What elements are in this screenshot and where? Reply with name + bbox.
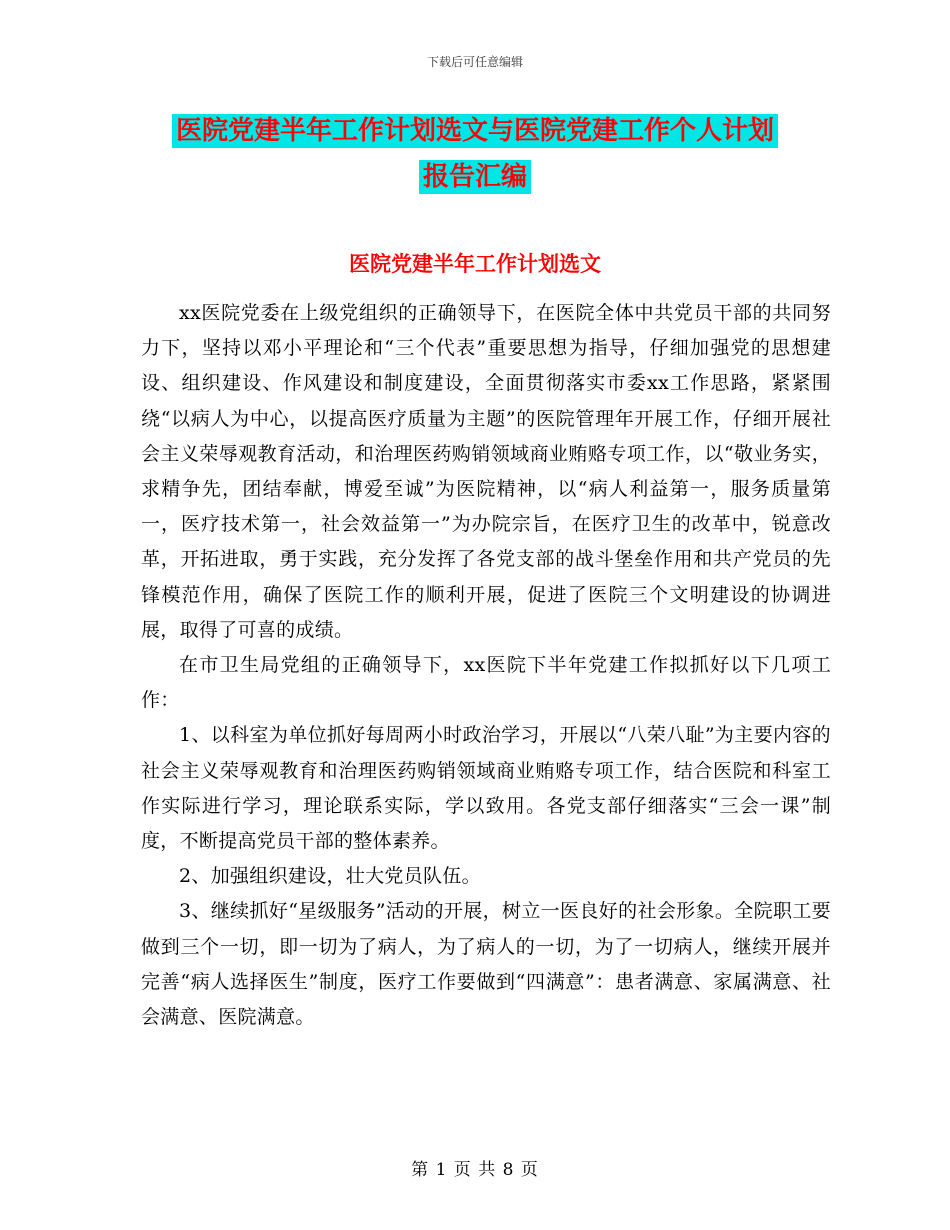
section-title: 医院党建半年工作计划选文 xyxy=(349,252,601,276)
document-title-line2: 报告汇编 xyxy=(419,160,531,194)
paragraph: xx医院党委在上级党组织的正确领导下，在医院全体中共党员干部的共同努力下，坚持以邓小平理论和“三个代表”重要思想为指导，仔细加强党的思想建设、组织建设、作风建设和制度建设，全面贯彻落实市委xx工作思路，紧紧围绕“以病人为中心，以提高医疗质量为主题”的医院管理年开展工作，仔细开展社会主义荣辱观教育活动，和治理医药购销领域商业贿赂专项工作，以“敬业务实，求精争先，团结奉献，博爱至诚”为医院精神，以“病人利益第一，服务质量第一，医疗技术第一，社会效益第一”为办院宗旨，在医疗卫生的改革中，锐意改革，开拓进取，勇于实践，充分发挥了各党支部的战斗堡垒作用和共产党员的先锋模范作用，确保了医院工作的顺利开展，促进了医院三个文明建设的协调进展，取得了可喜的成绩。 xyxy=(141,302,831,641)
paragraph: 2、加强组织建设，壮大党员队伍。 xyxy=(179,865,481,888)
body-text xyxy=(141,296,831,1035)
paragraph: 在市卫生局党组的正确领导下，xx医院下半年党建工作拟抓好以下几项工作： xyxy=(141,654,831,712)
paragraph: 1、以科室为单位抓好每周两小时政治学习，开展以“八荣八耻”为主要内容的社会主义荣辱观教育和治理医药购销领域商业贿赂专项工作，结合医院和科室工作实际进行学习，理论联系实际，学以致用。各党支部仔细落实“三会一课”制度，不断提高党员干部的整体素养。 xyxy=(141,724,831,853)
header-note: 下载后可任意编辑 xyxy=(426,55,523,69)
document-title-line1: 医院党建半年工作计划选文与医院党建工作个人计划 xyxy=(172,114,778,148)
page-number-footer: 第 1 页 共 8 页 xyxy=(411,1160,539,1180)
document-title xyxy=(0,108,950,200)
paragraph: 3、继续抓好“星级服务”活动的开展，树立一医良好的社会形象。全院职工要做到三个一切，即一切为了病人，为了病人的一切，为了一切病人，继续开展并完善“病人选择医生”制度，医疗工作要做到“四满意”：患者满意、家属满意、社会满意、医院满意。 xyxy=(141,900,831,1029)
